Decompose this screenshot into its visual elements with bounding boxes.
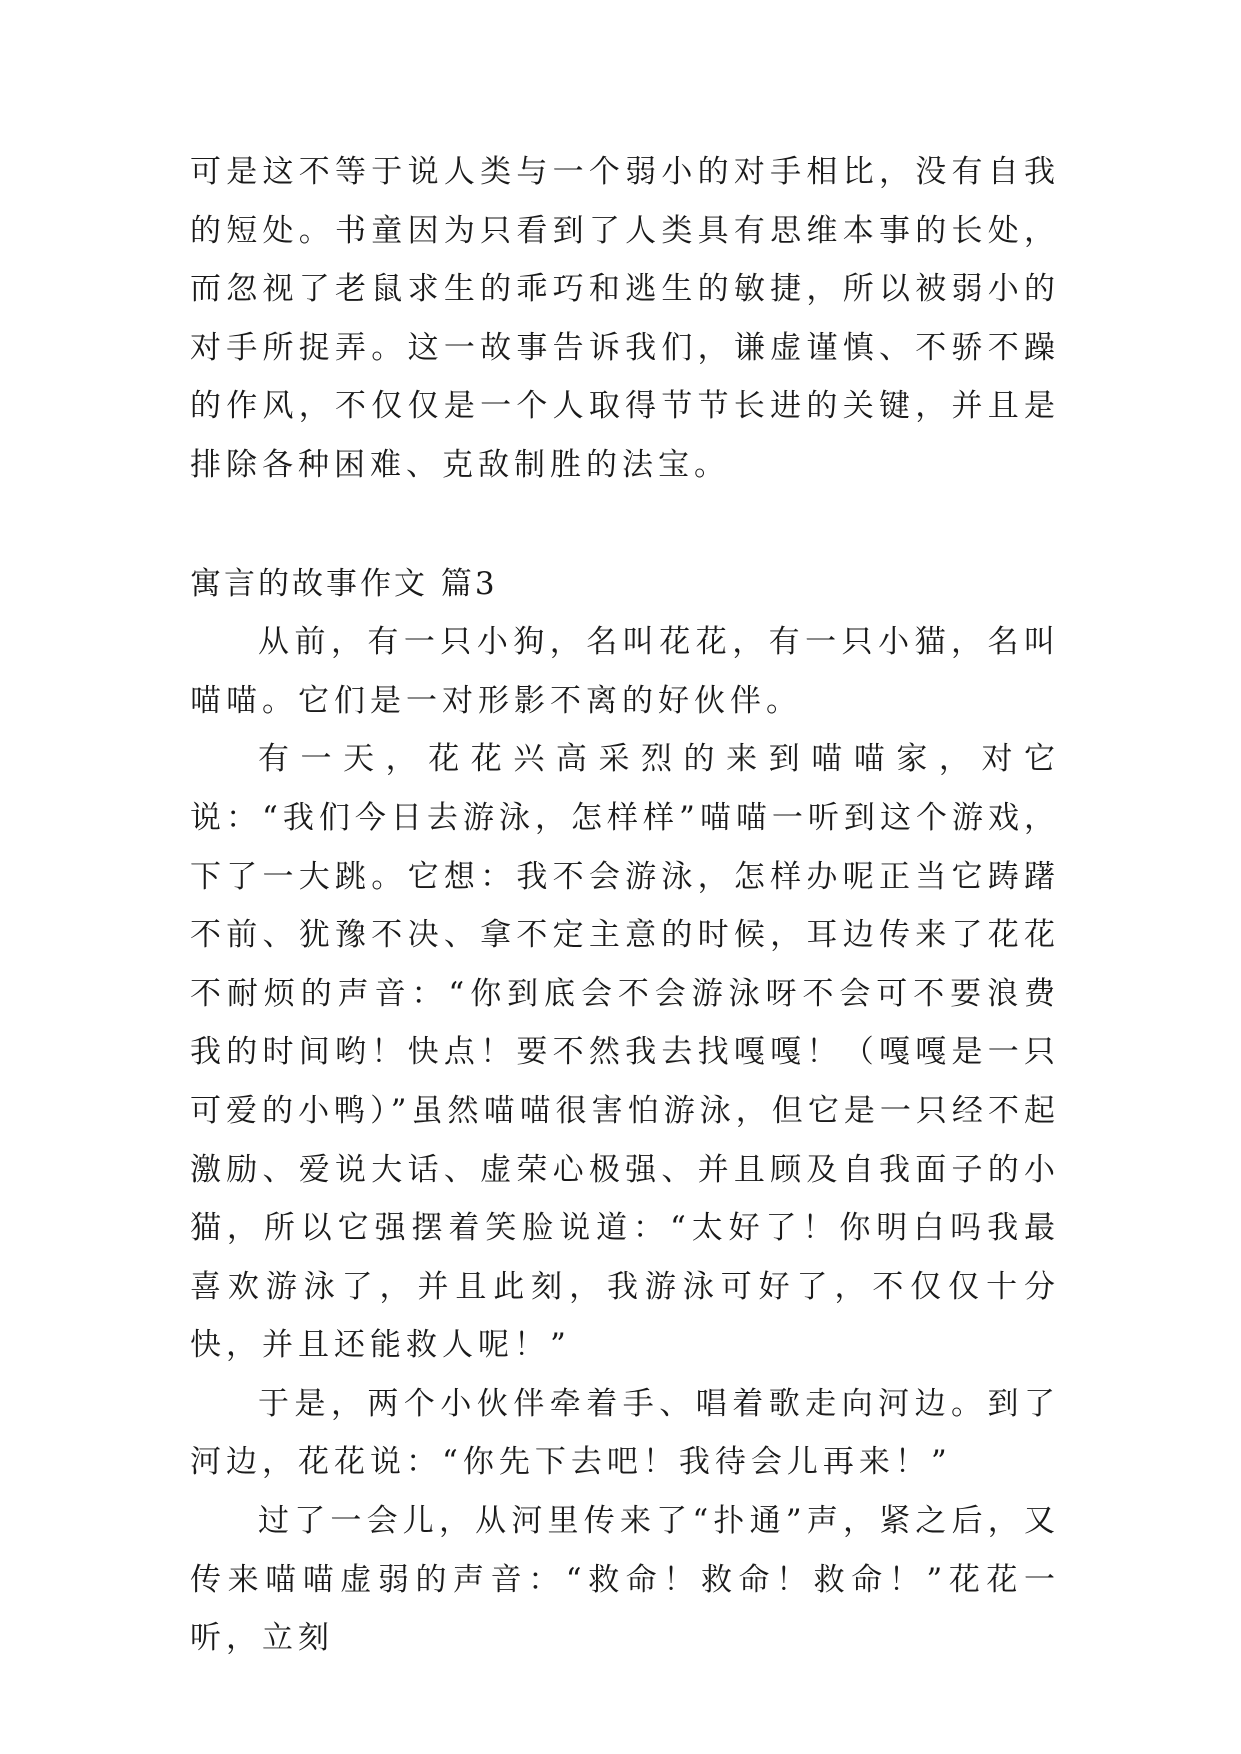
section-title: 寓言的故事作文 篇3	[190, 565, 498, 602]
paragraph-3: 于是，两个小伙伴牵着手、唱着歌走向河边。到了河边，花花说：“你先下去吧！我待会儿再来！”	[190, 1385, 1060, 1481]
paragraph-4: 过了一会儿，从河里传来了“扑通”声，紧之后，又传来喵喵虚弱的声音：“救命！救命！救命！”花花一听，立刻	[190, 1503, 1060, 1657]
paragraph-1: 从前，有一只小狗，名叫花花，有一只小猫，名叫喵喵。它们是一对形影不离的好伙伴。	[190, 624, 1060, 719]
document-page	[190, 143, 1060, 1668]
paragraph-2: 有一天，花花兴高采烈的来到喵喵家，对它说：“我们今日去游泳，怎样样”喵喵一听到这个游戏，下了一大跳。它想：我不会游泳，怎样办呢正当它踌躇不前、犹豫不决、拿不定主意的时候，耳边传来了花花不耐烦的声音：“你到底会不会游泳呀不会可不要浪费我的时间哟！快点！要不然我去找嘎嘎！（嘎嘎是一只可爱的小鸭）”虽然喵喵很害怕游泳，但它是一只经不起激励、爱说大话、虚荣心极强、并且顾及自我面子的小猫，所以它强摆着笑脸说道：“太好了！你明白吗我最喜欢游泳了，并且此刻，我游泳可好了，不仅仅十分快，并且还能救人呢！”	[190, 741, 1060, 1364]
section-spacer	[190, 495, 1060, 555]
intro-paragraph: 可是这不等于说人类与一个弱小的对手相比，没有自我的短处。书童因为只看到了人类具有思维本事的长处，而忽视了老鼠求生的乖巧和逃生的敏捷，所以被弱小的对手所捉弄。这一故事告诉我们，谦虚谨慎、不骄不躁的作风，不仅仅是一个人取得节节长进的关键，并且是排除各种困难、克敌制胜的法宝。	[190, 154, 1060, 483]
